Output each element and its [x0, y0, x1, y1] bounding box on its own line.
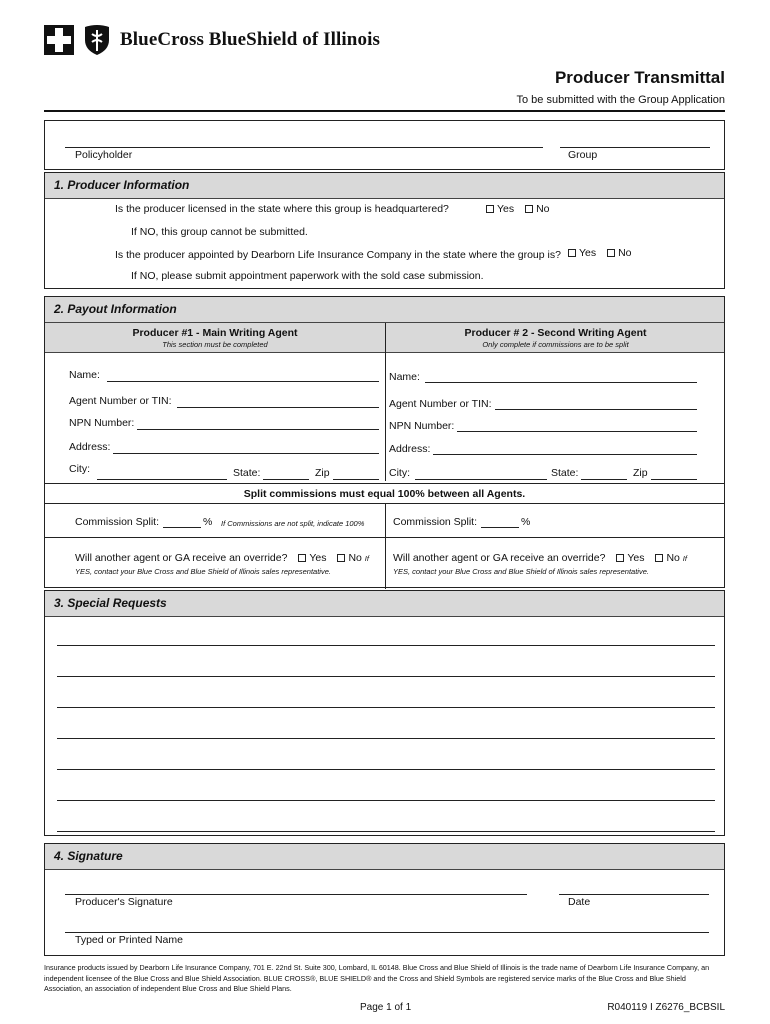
special-request-line[interactable]	[57, 769, 715, 770]
footer-disclaimer: Insurance products issued by Dearborn Life Insurance Company, 701 E. 22nd St. Suite 300, Lombard, IL 60148. Blue Cross and Blue Shield of Illinois is the trade name of Dearborn Life Insurance Company, an independent licensee of the Blue Cross and Blue Shield Association. BLUE CROSS®, BLUE SHIELD® and the Cross and Shield Symbols are registered service marks of the Blue Cross and Blue Shield Association, an association of independent Blue Cross and Blue Shield Plans.	[44, 963, 710, 993]
producer-2-header	[386, 323, 724, 353]
policyholder-field[interactable]	[65, 147, 543, 148]
p2-npn-field[interactable]	[457, 431, 697, 432]
p1-npn-field[interactable]	[137, 429, 379, 430]
split-commission-note: Split commissions must equal 100% between all Agents.	[243, 488, 526, 500]
no-label: No	[536, 203, 550, 215]
override-question-text: Will another agent or GA receive an override?	[393, 552, 606, 564]
payout-information-section	[44, 296, 725, 588]
p2-state-label: State:	[551, 467, 579, 479]
blue-cross-icon	[44, 25, 74, 55]
yes-label: Yes	[309, 552, 327, 564]
special-request-line[interactable]	[57, 676, 715, 677]
brand-name: BlueCross BlueShield of Illinois	[120, 29, 380, 50]
p1-commission-split-field[interactable]	[163, 527, 201, 528]
p2-commission-split-label: Commission Split:	[393, 516, 478, 528]
p2-zip-field[interactable]	[651, 479, 697, 480]
p2-address-field[interactable]	[433, 454, 697, 455]
appointed-question: Is the producer appointed by Dearborn Life Insurance Company in the state where the group is?	[115, 249, 561, 261]
section-heading: 1. Producer Information	[45, 173, 724, 199]
producer-1-header	[45, 323, 385, 353]
producer-signature-label: Producer's Signature	[75, 896, 173, 908]
p2-city-field[interactable]	[415, 479, 547, 480]
override-question-text: Will another agent or GA receive an override?	[75, 552, 288, 564]
p1-state-label: State:	[233, 467, 261, 479]
row-divider	[45, 483, 724, 484]
p2-override-no-checkbox[interactable]	[655, 554, 663, 562]
column-divider	[385, 323, 386, 481]
section-heading: 2. Payout Information	[45, 297, 724, 323]
p1-override-note: YES, contact your Blue Cross and Blue Shield of Illinois sales representative.	[75, 567, 331, 576]
p2-npn-label: NPN Number:	[389, 420, 455, 432]
p1-agent-number-field[interactable]	[177, 407, 379, 408]
producer-1-title: Producer #1 - Main Writing Agent	[132, 327, 298, 339]
page-number: Page 1 of 1	[360, 1002, 412, 1013]
p2-override-yes-checkbox[interactable]	[616, 554, 624, 562]
yes-label: Yes	[627, 552, 645, 564]
p2-name-label: Name:	[389, 371, 420, 383]
p1-address-label: Address:	[69, 441, 111, 453]
appointed-yes-checkbox[interactable]	[568, 249, 576, 257]
p1-zip-field[interactable]	[333, 479, 379, 480]
brand-logo	[44, 20, 380, 60]
page-subtitle: To be submitted with the Group Application	[516, 94, 725, 106]
group-field[interactable]	[560, 147, 710, 148]
row-divider	[45, 537, 724, 538]
no-label: No	[348, 552, 362, 564]
producer-information-section	[44, 172, 725, 289]
p1-npn-label: NPN Number:	[69, 417, 135, 429]
appointed-options	[560, 247, 632, 259]
signature-section	[44, 843, 725, 956]
special-request-line[interactable]	[57, 800, 715, 801]
header-divider	[44, 110, 725, 112]
producer-1-subtitle: This section must be completed	[162, 340, 268, 349]
p2-state-field[interactable]	[581, 479, 627, 480]
producer-2-subtitle: Only complete if commissions are to be split	[482, 340, 629, 349]
licensed-question: Is the producer licensed in the state where this group is headquartered?	[115, 203, 449, 215]
policyholder-box	[44, 120, 725, 170]
special-request-line[interactable]	[57, 831, 715, 832]
typed-name-label: Typed or Printed Name	[75, 934, 183, 946]
p1-commission-split-label: Commission Split:	[75, 516, 160, 528]
special-requests-section	[44, 590, 725, 836]
licensed-note: If NO, this group cannot be submitted.	[131, 226, 308, 238]
column-divider	[385, 503, 386, 589]
p1-agent-number-label: Agent Number or TIN:	[69, 395, 172, 407]
yes-label: Yes	[579, 247, 597, 259]
p2-override-note: YES, contact your Blue Cross and Blue Shield of Illinois sales representative.	[393, 567, 649, 576]
form-code: R040119 I Z6276_BCBSIL	[607, 1002, 725, 1013]
section-heading: 3. Special Requests	[45, 591, 724, 617]
p2-commission-split-field[interactable]	[481, 527, 519, 528]
date-field[interactable]	[559, 894, 709, 895]
no-label: No	[666, 552, 680, 564]
special-request-line[interactable]	[57, 738, 715, 739]
percent-sign: %	[203, 516, 213, 528]
p1-city-field[interactable]	[97, 479, 227, 480]
if-label: If	[364, 554, 369, 563]
p1-zip-label: Zip	[315, 467, 330, 479]
producer-signature-field[interactable]	[65, 894, 527, 895]
p1-name-field[interactable]	[107, 381, 379, 382]
no-label: No	[618, 247, 632, 259]
p2-zip-label: Zip	[633, 467, 648, 479]
policyholder-label: Policyholder	[75, 149, 133, 161]
producer-2-title: Producer # 2 - Second Writing Agent	[464, 327, 647, 339]
if-label: If	[682, 554, 687, 563]
blue-shield-icon	[84, 24, 110, 56]
p2-name-field[interactable]	[425, 382, 697, 383]
p2-agent-number-label: Agent Number or TIN:	[389, 398, 492, 410]
p2-override-question	[393, 552, 687, 564]
yes-label: Yes	[497, 203, 515, 215]
page-title: Producer Transmittal	[554, 68, 725, 87]
p1-state-field[interactable]	[263, 479, 309, 480]
licensed-options	[478, 203, 550, 215]
percent-sign: %	[521, 516, 531, 528]
p2-agent-number-field[interactable]	[495, 409, 697, 410]
p1-override-question	[75, 552, 369, 564]
licensed-no-checkbox[interactable]	[525, 205, 533, 213]
not-split-note: If Commissions are not split, indicate 100%	[221, 519, 365, 528]
special-request-line[interactable]	[57, 707, 715, 708]
group-label: Group	[568, 149, 598, 161]
section-heading: 4. Signature	[45, 844, 724, 870]
p1-override-no-checkbox[interactable]	[337, 554, 345, 562]
p2-city-label: City:	[389, 467, 410, 479]
special-request-line[interactable]	[57, 645, 715, 646]
p1-address-field[interactable]	[113, 453, 379, 454]
appointed-no-checkbox[interactable]	[607, 249, 615, 257]
p1-override-yes-checkbox[interactable]	[298, 554, 306, 562]
p2-address-label: Address:	[389, 443, 431, 455]
p1-city-label: City:	[69, 463, 90, 475]
p1-name-label: Name:	[69, 369, 100, 381]
date-label: Date	[568, 896, 591, 908]
typed-name-field[interactable]	[65, 932, 709, 933]
licensed-yes-checkbox[interactable]	[486, 205, 494, 213]
appointed-note: If NO, please submit appointment paperwork with the sold case submission.	[131, 270, 484, 282]
